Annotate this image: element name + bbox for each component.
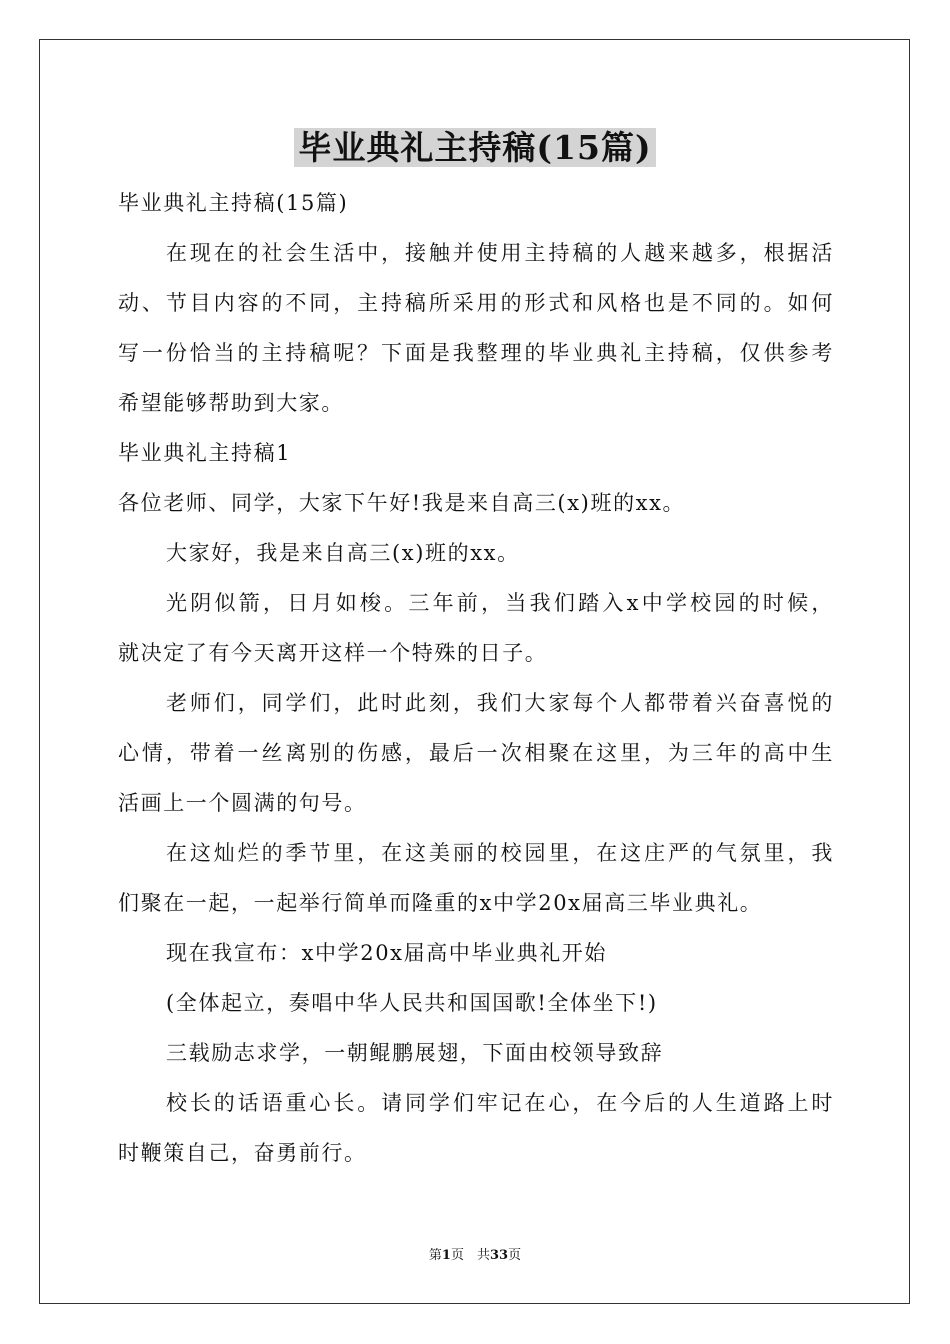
text-line: 大家好，我是来自高三(x)班的xx。	[166, 541, 520, 565]
text-line: 三载励志求学，一朝鲲鹏展翅，下面由校领导致辞	[166, 1041, 664, 1065]
text-line: 各位老师、同学，大家下午好!我是来自高三(x)班的xx。	[118, 491, 686, 515]
text-line: 希望能够帮助到大家。	[118, 391, 344, 415]
footer-prefix: 第	[428, 1248, 442, 1263]
footer-mid: 页 共	[450, 1248, 490, 1263]
text-line: 光阴似箭，日月如梭。三年前，当我们踏入x中学校园的时候，	[166, 591, 834, 615]
document-title	[0, 125, 950, 171]
text-line: (全体起立，奏唱中华人民共和国国歌!全体坐下!)	[166, 991, 658, 1015]
text-line: 动、节目内容的不同，主持稿所采用的形式和风格也是不同的。如何	[118, 291, 834, 315]
text-line: 毕业典礼主持稿1	[118, 441, 292, 465]
page-footer	[0, 1246, 950, 1266]
text-line: 毕业典礼主持稿(15篇)	[118, 191, 349, 215]
text-line: 写一份恰当的主持稿呢？下面是我整理的毕业典礼主持稿，仅供参考	[118, 341, 834, 365]
text-line: 心情，带着一丝离别的伤感，最后一次相聚在这里，为三年的高中生	[118, 741, 834, 765]
document-body	[118, 178, 834, 1178]
text-line: 就决定了有今天离开这样一个特殊的日子。	[118, 641, 548, 665]
text-line: 时鞭策自己，奋勇前行。	[118, 1141, 367, 1165]
footer-suffix: 页	[508, 1248, 522, 1263]
text-line: 现在我宣布：x中学20x届高中毕业典礼开始	[166, 941, 608, 965]
document-title-text: 毕业典礼主持稿(15篇)	[294, 128, 655, 167]
text-line: 们聚在一起，一起举行简单而隆重的x中学20x届高三毕业典礼。	[118, 891, 763, 915]
text-line: 在这灿烂的季节里，在这美丽的校园里，在这庄严的气氛里，我	[166, 841, 834, 865]
footer-total-pages: 33	[489, 1248, 509, 1263]
footer-page-number: 1	[441, 1248, 451, 1263]
text-line: 校长的话语重心长。请同学们牢记在心，在今后的人生道路上时	[166, 1091, 834, 1115]
text-line: 老师们，同学们，此时此刻，我们大家每个人都带着兴奋喜悦的	[166, 691, 834, 715]
text-line: 活画上一个圆满的句号。	[118, 791, 367, 815]
text-line: 在现在的社会生活中，接触并使用主持稿的人越来越多，根据活	[166, 241, 834, 265]
